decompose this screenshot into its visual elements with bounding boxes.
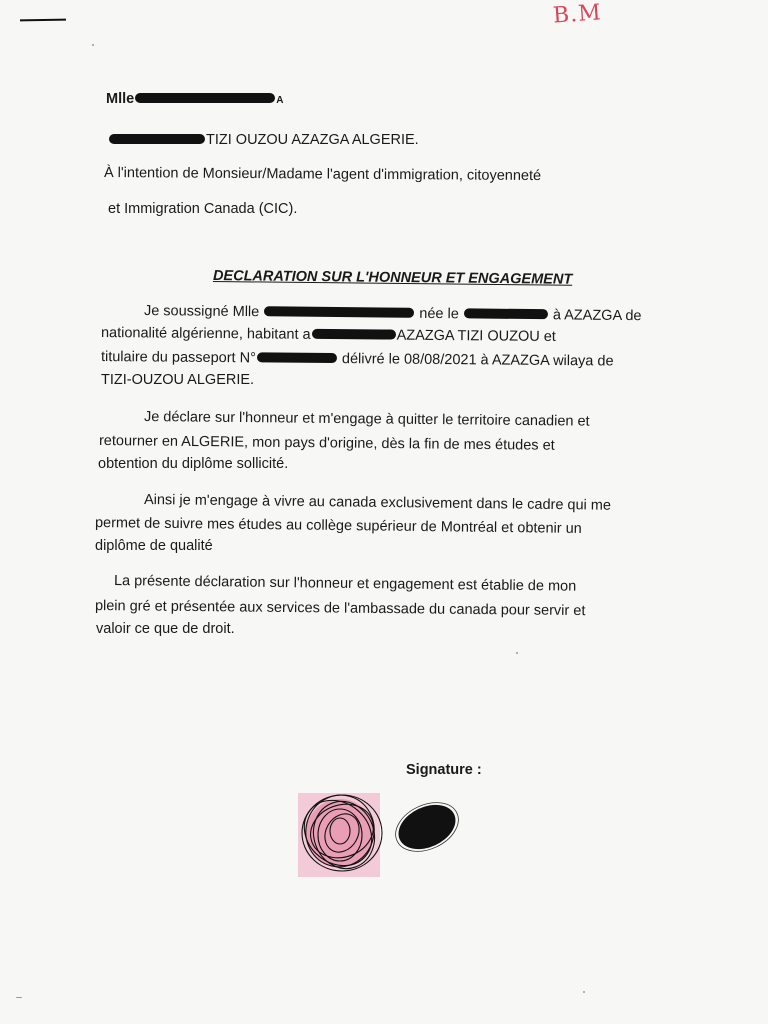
- scan-speck: [16, 997, 22, 998]
- handwritten-initials: B.M: [552, 0, 603, 29]
- paragraph-3-line-2: permet de suivre mes études au collège supérieur de Montréal et obtenir un: [94, 515, 582, 537]
- paragraph-3-line-1: Ainsi je m'engage à vivre au canada exclusivement dans le cadre qui me: [143, 492, 612, 514]
- text-segment: nationalité algérienne, habitant a: [100, 325, 311, 343]
- recipient-line-1: À l'intention de Monsieur/Madame l'agent d'immigration, citoyenneté: [103, 165, 542, 185]
- scan-speck: [516, 652, 518, 654]
- signature-label: Signature :: [406, 762, 482, 778]
- paragraph-2-line-1: Je déclare sur l'honneur et m'engage à quitter le territoire canadien et: [143, 409, 590, 430]
- sender-suffix: A: [276, 95, 284, 106]
- paragraph-1-line-2: [101, 324, 556, 346]
- paragraph-4-line-2: plein gré et présentée aux services de l'ambassade du canada pour servir et: [94, 598, 586, 620]
- paragraph-4-line-3: valoir ce que de droit.: [96, 621, 235, 637]
- redaction-bar: [109, 134, 205, 144]
- text-segment: AZAZGA TIZI OUZOU et: [396, 327, 556, 345]
- paragraph-2-line-3: obtention du diplôme sollicité.: [98, 456, 289, 472]
- text-segment: à AZAZGA de: [552, 307, 642, 325]
- redaction-bar: [264, 306, 414, 318]
- document-title: DECLARATION SUR L'HONNEUR ET ENGAGEMENT: [212, 268, 573, 288]
- text-segment: Je soussigné Mlle: [143, 303, 260, 321]
- text-segment: délivré le 08/08/2021 à AZAZGA wilaya de: [341, 351, 614, 370]
- paragraph-1-line-1: [144, 302, 642, 325]
- signature-scribble: [290, 775, 480, 885]
- sender-address: TIZI OUZOU AZAZGA ALGERIE.: [206, 132, 419, 148]
- paragraph-4-line-1: La présente déclaration sur l'honneur et engagement est établie de mon: [113, 573, 577, 595]
- paragraph-3-line-3: diplôme de qualité: [95, 538, 213, 554]
- scan-speck: [92, 44, 94, 46]
- corner-dash-mark: [20, 19, 66, 22]
- redaction-bar: [312, 329, 396, 340]
- redaction-bar: [464, 309, 548, 320]
- text-segment: née le: [419, 305, 459, 323]
- recipient-line-2: et Immigration Canada (CIC).: [108, 201, 298, 217]
- paragraph-2-line-2: retourner en ALGERIE, mon pays d'origine, dès la fin de mes études et: [98, 433, 555, 454]
- sender-address-line: [108, 131, 419, 149]
- redaction-bar: [135, 93, 275, 103]
- text-segment: titulaire du passeport N°: [100, 349, 256, 367]
- paragraph-1-line-3: [101, 348, 614, 370]
- sender-prefix: Mlle: [106, 91, 135, 107]
- paragraph-1-line-4: TIZI-OUZOU ALGERIE.: [101, 372, 255, 388]
- scan-speck: [583, 991, 585, 993]
- sender-name-line: [106, 90, 283, 110]
- redaction-bar: [257, 353, 337, 364]
